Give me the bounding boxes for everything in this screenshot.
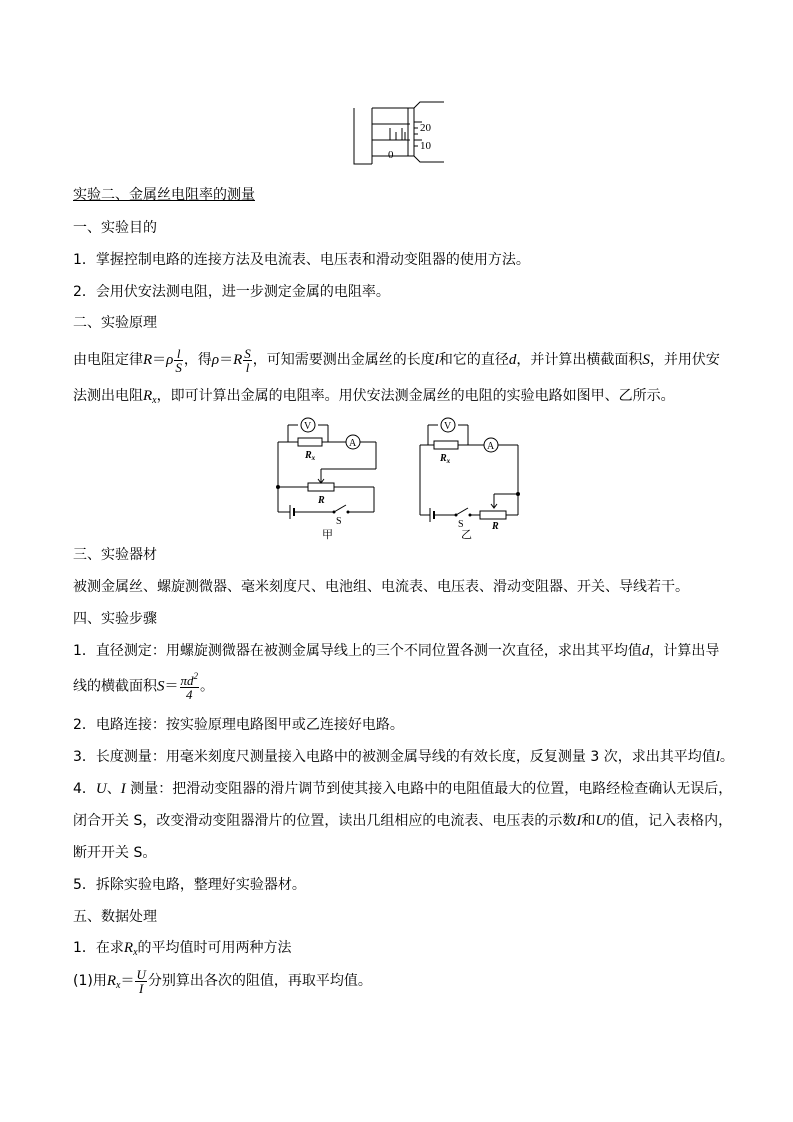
step-4-line-2: 闭合开关 S，改变滑动变阻器滑片的位置，读出几组相应的电流表、电压表的示数I和U的值，记入表格内， bbox=[73, 813, 733, 829]
principle-line-1: 由电阻定律R＝ρ $\frac{l}{S}$ ，得ρ＝R $\frac{S}{l}$ ，可知需要测出金属丝的长度l和它的直径d，并计算出横截面积S，并用伏安 bbox=[73, 345, 720, 375]
caption-yi: 乙 bbox=[461, 529, 472, 540]
rheostat-label-jia: R bbox=[318, 495, 325, 506]
voltmeter-label-jia: V bbox=[304, 421, 312, 432]
heading-equipment: 三、实验器材 bbox=[73, 547, 157, 563]
circuit-diagram-yi bbox=[410, 415, 530, 540]
micrometer-scale-top: 20 bbox=[420, 122, 431, 134]
equipment-list: 被测金属丝、螺旋测微器、毫米刻度尺、电池组、电流表、电压表、滑动变阻器、开关、导线若干。 bbox=[73, 579, 689, 595]
step-1-line-1: 1．直径测定：用螺旋测微器在被测金属导线上的三个不同位置各测一次直径，求出其平均值d，计算出导 bbox=[73, 643, 720, 659]
data-item-2: (1)用$R_x=$ $\frac{U}{I}$ 分别算出各次的阻值，再取平均值。 bbox=[73, 966, 372, 996]
step-2: 2．电路连接：按实验原理电路图甲或乙连接好电路。 bbox=[73, 717, 404, 733]
rheostat-label-yi: R bbox=[492, 521, 499, 532]
rx-label-yi: $R_x$ bbox=[440, 453, 451, 465]
micrometer-figure bbox=[348, 98, 448, 168]
rx-label-jia: $R_x$ bbox=[305, 450, 316, 462]
ammeter-label-jia: A bbox=[349, 438, 357, 449]
step-1-line-2: 线的横截面积S＝ $\frac{\pi d^2}{4}$ 。 bbox=[73, 671, 215, 702]
micrometer-main-zero: 0 bbox=[388, 149, 394, 161]
fraction-U-over-I: $\frac{U}{I}$ bbox=[136, 966, 146, 996]
step-4-line-1: 4．U、I 测量：把滑动变阻器的滑片调节到使其接入电路中的电阻值最大的位置，电路经检查确认无误后， bbox=[73, 781, 733, 797]
purpose-item-2: 2．会用伏安法测电阻，进一步测定金属的电阻率。 bbox=[73, 284, 390, 300]
ammeter-label-yi: A bbox=[487, 441, 495, 452]
step-4-line-3: 断开开关 S。 bbox=[73, 845, 157, 861]
section-title: 实验二、金属丝电阻率的测量 bbox=[73, 187, 255, 203]
heading-principle: 二、实验原理 bbox=[73, 315, 157, 331]
fraction-S-over-l: $\frac{S}{l}$ bbox=[244, 345, 251, 375]
voltmeter-label-yi: V bbox=[444, 421, 452, 432]
fraction-l-over-S: $\frac{l}{S}$ bbox=[175, 345, 182, 375]
fraction-area-formula: $\frac{\pi d^2}{4}$ bbox=[180, 671, 199, 702]
micrometer-scale-bottom: 10 bbox=[420, 140, 431, 152]
principle-line-2: 法测出电阻$R_x$，即可计算出金属的电阻率。用伏安法测金属丝的电阻的实验电路如图甲、乙所示。 bbox=[73, 388, 675, 406]
circuit-diagram-jia bbox=[270, 415, 385, 540]
heading-data: 五、数据处理 bbox=[73, 909, 157, 925]
switch-label-jia: S bbox=[336, 516, 342, 527]
heading-purpose: 一、实验目的 bbox=[73, 220, 157, 236]
caption-jia: 甲 bbox=[322, 529, 333, 540]
switch-label-yi: S bbox=[458, 519, 464, 530]
purpose-item-1: 1．掌握控制电路的连接方法及电流表、电压表和滑动变阻器的使用方法。 bbox=[73, 252, 530, 268]
data-item-1: 1．在求$R_x$的平均值时可用两种方法 bbox=[73, 940, 292, 958]
step-3: 3．长度测量：用毫米刻度尺测量接入电路中的被测金属导线的有效长度，反复测量 3 次，求出其平均值l。 bbox=[73, 749, 734, 765]
step-5: 5．拆除实验电路，整理好实验器材。 bbox=[73, 877, 306, 893]
heading-steps: 四、实验步骤 bbox=[73, 611, 157, 627]
